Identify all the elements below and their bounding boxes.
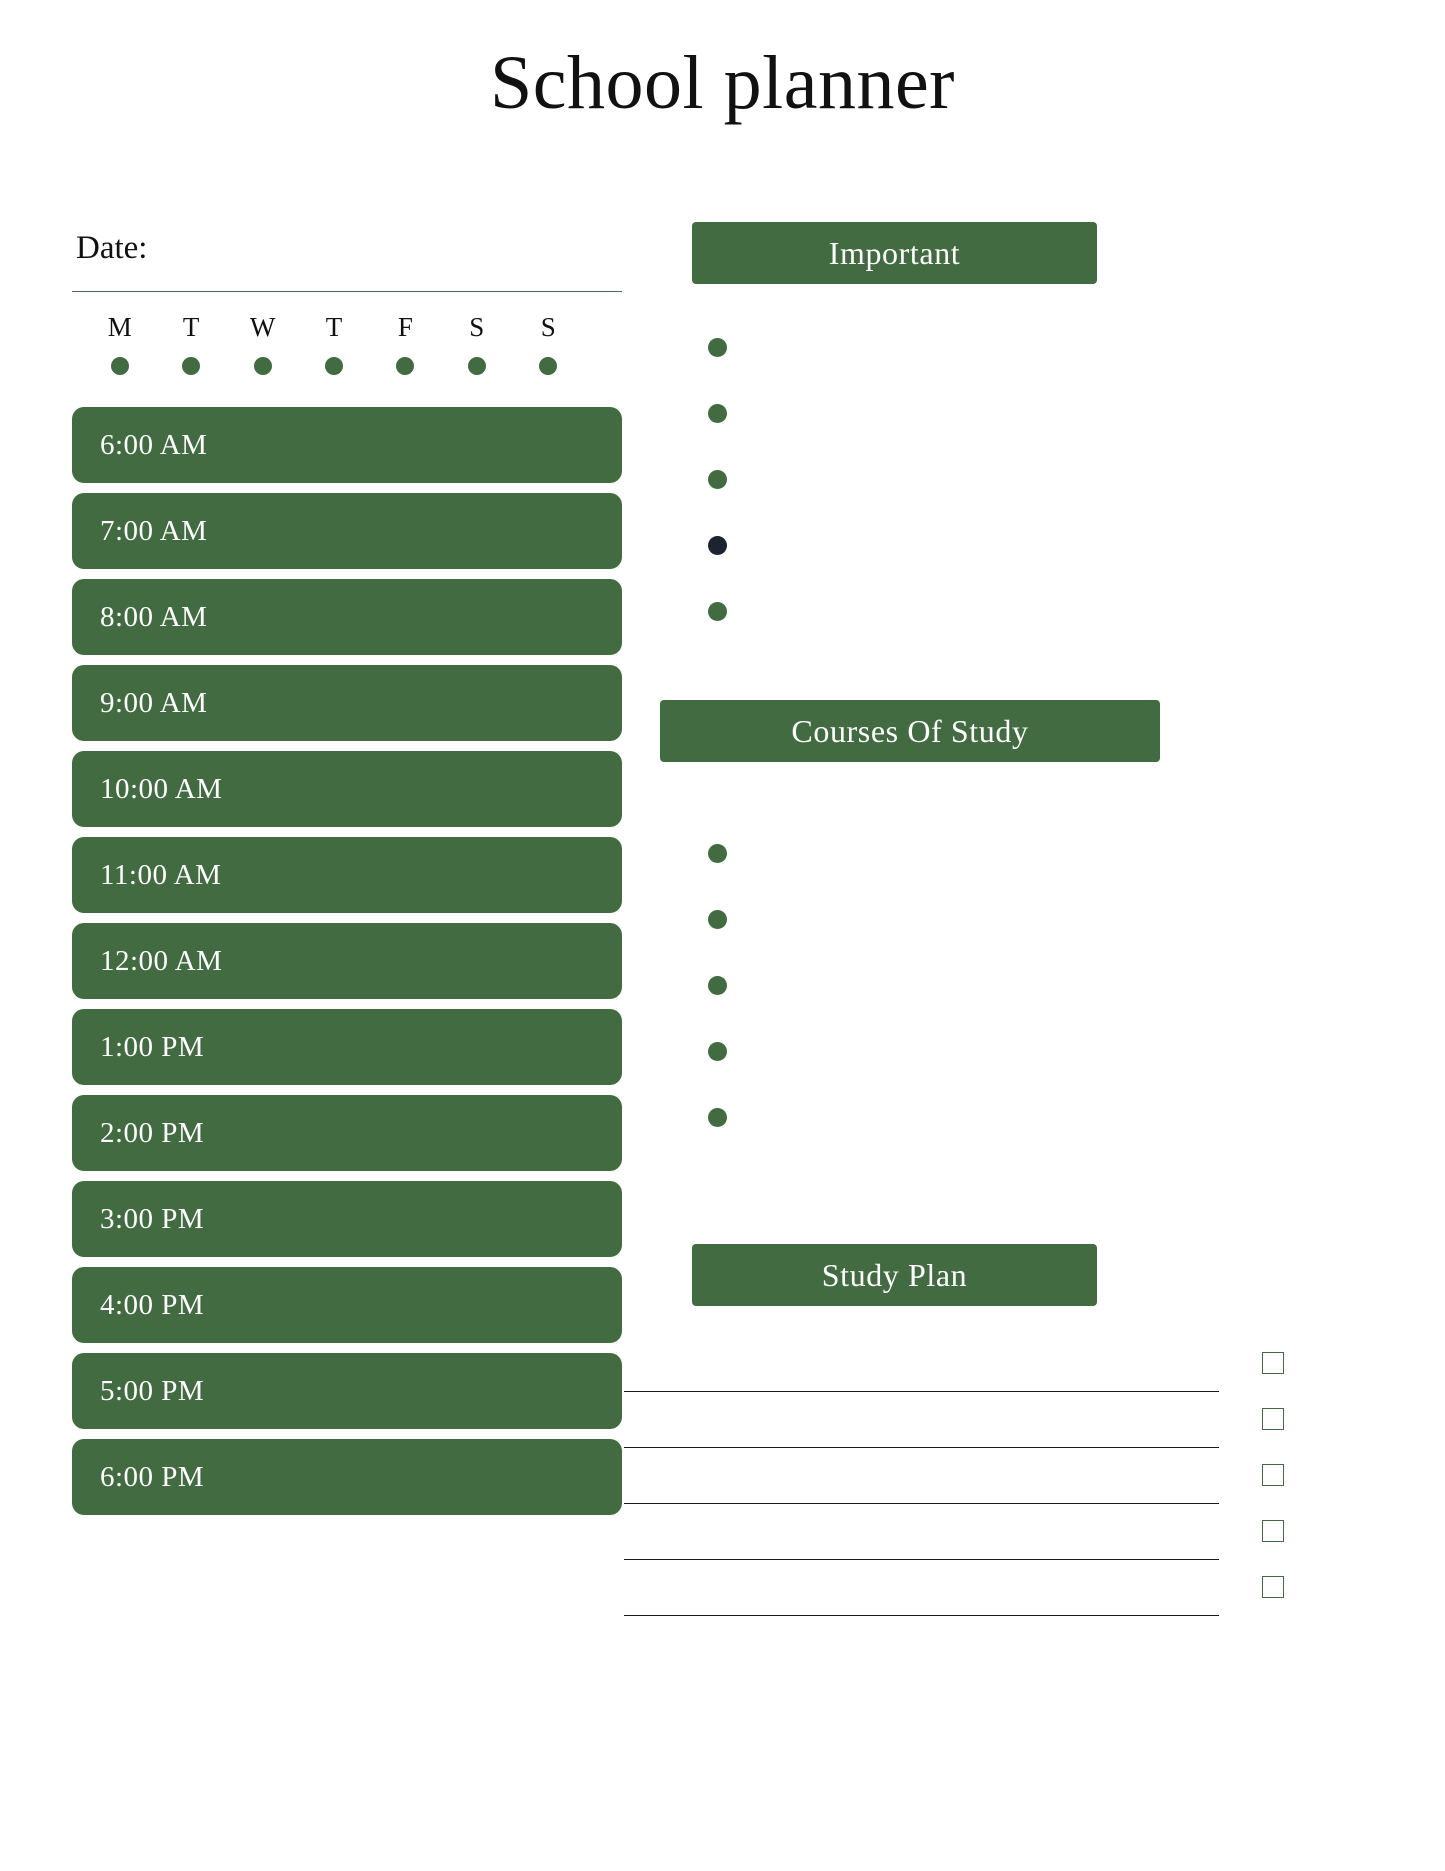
- write-in-line[interactable]: [624, 1615, 1219, 1616]
- weekday-label-thu: T: [325, 312, 343, 342]
- time-slot-row[interactable]: 1:00 PM: [72, 1009, 622, 1085]
- study-plan-row[interactable]: [624, 1448, 1324, 1504]
- weekday-label-sun: S: [540, 312, 556, 342]
- checkbox-icon[interactable]: [1262, 1352, 1284, 1374]
- time-slot-row[interactable]: 3:00 PM: [72, 1181, 622, 1257]
- courses-list-item[interactable]: [660, 886, 1380, 952]
- weekday-label-sat: S: [469, 312, 485, 342]
- weekday-label-wed: W: [249, 312, 276, 342]
- study-plan-row[interactable]: [624, 1560, 1324, 1616]
- checkbox-icon[interactable]: [1262, 1520, 1284, 1542]
- weekday-label-tue: T: [182, 312, 200, 342]
- important-list-item[interactable]: [660, 314, 1380, 380]
- weekday-selector-thu[interactable]: [298, 357, 369, 375]
- courses-section-header: Courses Of Study: [660, 700, 1160, 762]
- courses-section: [660, 700, 1380, 1150]
- time-slot-row[interactable]: 7:00 AM: [72, 493, 622, 569]
- circle-dot-icon: [539, 357, 557, 375]
- study-plan-list: [624, 1336, 1324, 1616]
- bullet-dot-icon: [708, 844, 727, 863]
- schedule-column: [72, 230, 622, 1525]
- study-plan-row[interactable]: [624, 1504, 1324, 1560]
- weekday-label-fri: F: [397, 312, 413, 342]
- study-plan-section: [660, 1244, 1380, 1616]
- time-slot-row[interactable]: 2:00 PM: [72, 1095, 622, 1171]
- bullet-dot-icon: [708, 338, 727, 357]
- important-section-header: Important: [692, 222, 1097, 284]
- time-slot-row[interactable]: 6:00 PM: [72, 1439, 622, 1515]
- weekday-labels: [72, 312, 584, 343]
- time-slot-row[interactable]: 8:00 AM: [72, 579, 622, 655]
- important-list-item[interactable]: [660, 578, 1380, 644]
- bullet-dot-icon: [708, 404, 727, 423]
- courses-bullet-list: [660, 820, 1380, 1150]
- time-slot-row[interactable]: 12:00 AM: [72, 923, 622, 999]
- weekday-selector-wed[interactable]: [227, 357, 298, 375]
- weekday-selector-sun[interactable]: [513, 357, 584, 375]
- important-list-item[interactable]: [660, 380, 1380, 446]
- bullet-dot-icon: [708, 536, 727, 555]
- bullet-dot-icon: [708, 470, 727, 489]
- bullet-dot-icon: [708, 910, 727, 929]
- study-plan-section-header: Study Plan: [692, 1244, 1097, 1306]
- time-slot-list: [72, 407, 622, 1515]
- time-slot-row[interactable]: 5:00 PM: [72, 1353, 622, 1429]
- date-label: Date:: [76, 230, 148, 266]
- bullet-dot-icon: [708, 1042, 727, 1061]
- time-slot-row[interactable]: 9:00 AM: [72, 665, 622, 741]
- weekday-selector-fri[interactable]: [370, 357, 441, 375]
- important-list-item[interactable]: [660, 446, 1380, 512]
- page-title: School planner: [489, 41, 955, 125]
- time-slot-row[interactable]: 6:00 AM: [72, 407, 622, 483]
- circle-dot-icon: [254, 357, 272, 375]
- circle-dot-icon: [111, 357, 129, 375]
- study-plan-row[interactable]: [624, 1392, 1324, 1448]
- important-list-item[interactable]: [660, 512, 1380, 578]
- weekday-selector-tue[interactable]: [155, 357, 226, 375]
- circle-dot-icon: [182, 357, 200, 375]
- circle-dot-icon: [468, 357, 486, 375]
- notes-column: [660, 222, 1380, 1616]
- important-bullet-list: [660, 314, 1380, 644]
- weekday-selector-mon[interactable]: [84, 357, 155, 375]
- bullet-dot-icon: [708, 976, 727, 995]
- courses-list-item[interactable]: [660, 1018, 1380, 1084]
- circle-dot-icon: [396, 357, 414, 375]
- checkbox-icon[interactable]: [1262, 1408, 1284, 1430]
- bullet-dot-icon: [708, 1108, 727, 1127]
- weekday-selector-sat[interactable]: [441, 357, 512, 375]
- time-slot-row[interactable]: 11:00 AM: [72, 837, 622, 913]
- bullet-dot-icon: [708, 602, 727, 621]
- circle-dot-icon: [325, 357, 343, 375]
- courses-list-item[interactable]: [660, 820, 1380, 886]
- courses-list-item[interactable]: [660, 1084, 1380, 1150]
- courses-list-item[interactable]: [660, 952, 1380, 1018]
- date-input-line[interactable]: [72, 291, 622, 292]
- weekday-selectors: [72, 357, 584, 375]
- time-slot-row[interactable]: 10:00 AM: [72, 751, 622, 827]
- weekday-label-mon: M: [107, 312, 132, 342]
- checkbox-icon[interactable]: [1262, 1464, 1284, 1486]
- study-plan-row[interactable]: [624, 1336, 1324, 1392]
- time-slot-row[interactable]: 4:00 PM: [72, 1267, 622, 1343]
- checkbox-icon[interactable]: [1262, 1576, 1284, 1598]
